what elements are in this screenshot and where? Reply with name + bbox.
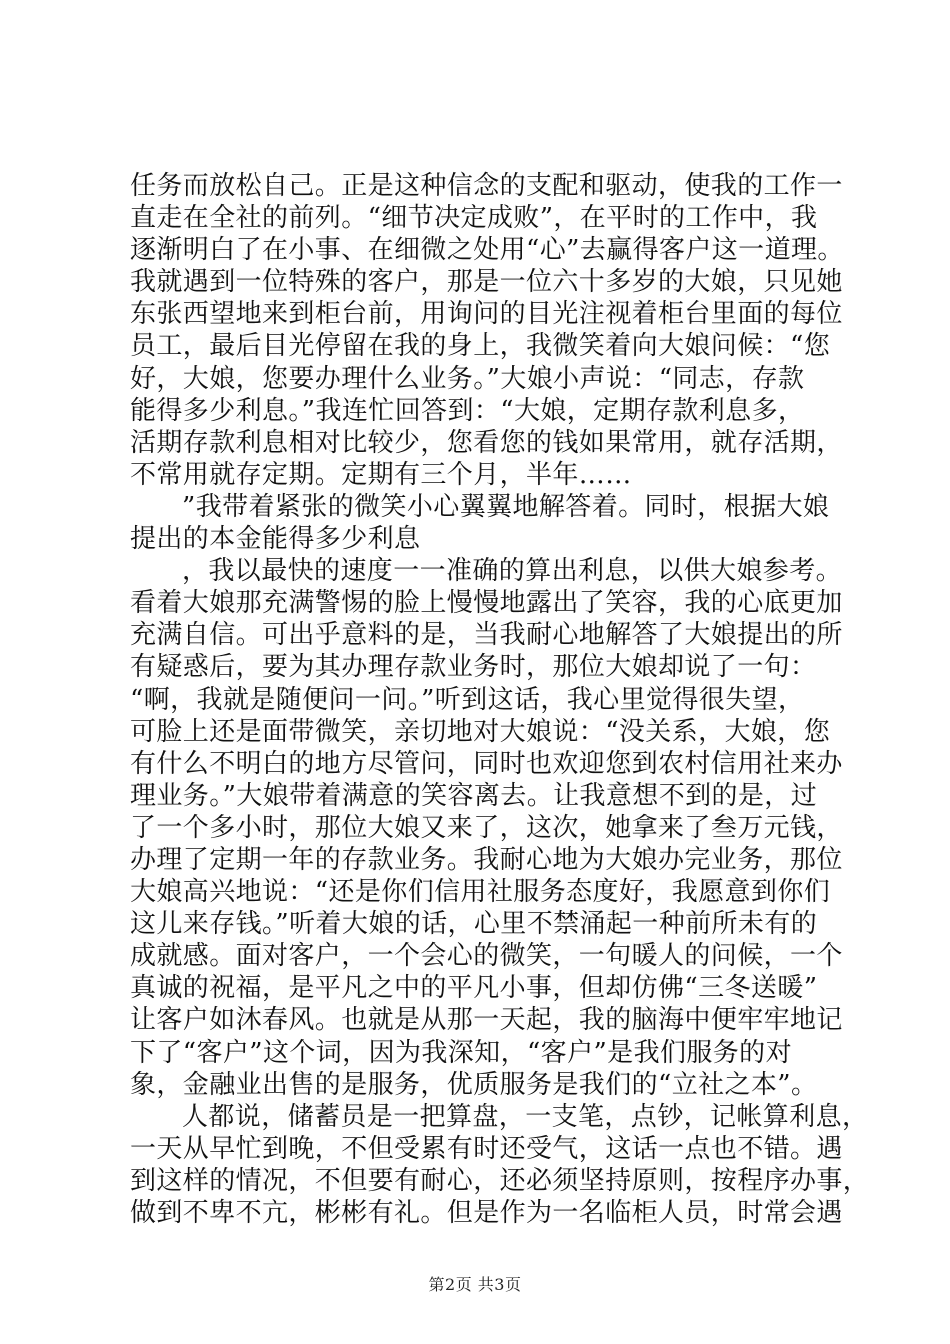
text-line: 办理了定期一年的存款业务。我耐心地为大娘办完业务，那位 xyxy=(130,844,843,875)
text-line: 东张西望地来到柜台前，用询问的目光注视着柜台里面的每位 xyxy=(130,299,843,330)
text-line: 我就遇到一位特殊的客户，那是一位六十多岁的大娘，只见她 xyxy=(130,267,843,298)
text-line: 有疑惑后，要为其办理存款业务时，那位大娘却说了一句： xyxy=(130,652,817,683)
text-line: 人都说，储蓄员是一把算盘，一支笔，点钞，记帐算利息， xyxy=(182,1101,869,1132)
text-line: 能得多少利息。”我连忙回答到：“大娘，定期存款利息多， xyxy=(130,395,805,426)
page-number-footer: 第2页 共3页 xyxy=(428,1275,522,1294)
text-line: ”我带着紧张的微笑小心翼翼地解答着。同时，根据大娘 xyxy=(182,491,830,522)
text-line: 任务而放松自己。正是这种信念的支配和驱动，使我的工作一 xyxy=(130,171,843,201)
text-line: 直走在全社的前列。“细节决定成败”，在平时的工作中，我 xyxy=(130,203,818,234)
text-line: 下了“客户”这个词，因为我深知，“客户”是我们服务的对 xyxy=(130,1037,792,1068)
text-line: 做到不卑不亢，彬彬有礼。但是作为一名临柜人员，时常会遇 xyxy=(130,1198,843,1228)
text-line: 象，金融业出售的是服务，优质服务是我们的“立社之本”。 xyxy=(130,1069,818,1100)
text-line: 这儿来存钱。”听着大娘的话，心里不禁涌起一种前所未有的 xyxy=(130,909,818,940)
text-line: 让客户如沐春风。也就是从那一天起，我的脑海中便牢牢地记 xyxy=(130,1005,843,1036)
text-line: 成就感。面对客户，一个会心的微笑，一句暖人的问候，一个 xyxy=(130,941,843,972)
text-line: “啊，我就是随便问一问。”听到这话，我心里觉得很失望， xyxy=(130,684,805,715)
text-line: 员工，最后目光停留在我的身上，我微笑着向大娘问候：“您 xyxy=(130,331,831,362)
text-line: 大娘高兴地说：“还是你们信用社服务态度好，我愿意到你们 xyxy=(130,877,831,908)
text-line: 充满自信。可出乎意料的是，当我耐心地解答了大娘提出的所 xyxy=(130,620,843,651)
text-line: 提出的本金能得多少利息 xyxy=(130,524,421,555)
text-line: 真诚的祝福，是平凡之中的平凡小事，但却仿佛“三冬送暖” xyxy=(130,973,818,1004)
text-line: 逐渐明白了在小事、在细微之处用“心”去赢得客户这一道理。 xyxy=(130,235,844,266)
text-line: 到这样的情况，不但要有耐心，还必须坚持原则，按程序办事， xyxy=(130,1165,870,1196)
text-line: 看着大娘那充满警惕的脸上慢慢地露出了笑容，我的心底更加 xyxy=(130,588,843,619)
text-line: 活期存款利息相对比较少，您看您的钱如果常用，就存活期， xyxy=(130,427,843,458)
text-line: 好，大娘，您要办理什么业务。”大娘小声说：“同志，存款 xyxy=(130,363,805,394)
text-line: 理业务。”大娘带着满意的笑容离去。让我意想不到的是，过 xyxy=(130,780,818,811)
text-line: 不常用就存定期。定期有三个月，半年…… xyxy=(130,459,632,490)
text-line: ，我以最快的速度一一准确的算出利息，以供大娘参考。 xyxy=(182,556,843,587)
text-line: 可脸上还是面带微笑，亲切地对大娘说：“没关系，大娘，您 xyxy=(130,716,831,747)
body-text xyxy=(130,170,870,1229)
text-line: 了一个多小时，那位大娘又来了，这次，她拿来了叁万元钱， xyxy=(130,812,843,843)
text-line: 有什么不明白的地方尽管问，同时也欢迎您到农村信用社来办 xyxy=(130,748,843,779)
text-line: 一天从早忙到晚，不但受累有时还受气，这话一点也不错。遇 xyxy=(130,1133,843,1164)
